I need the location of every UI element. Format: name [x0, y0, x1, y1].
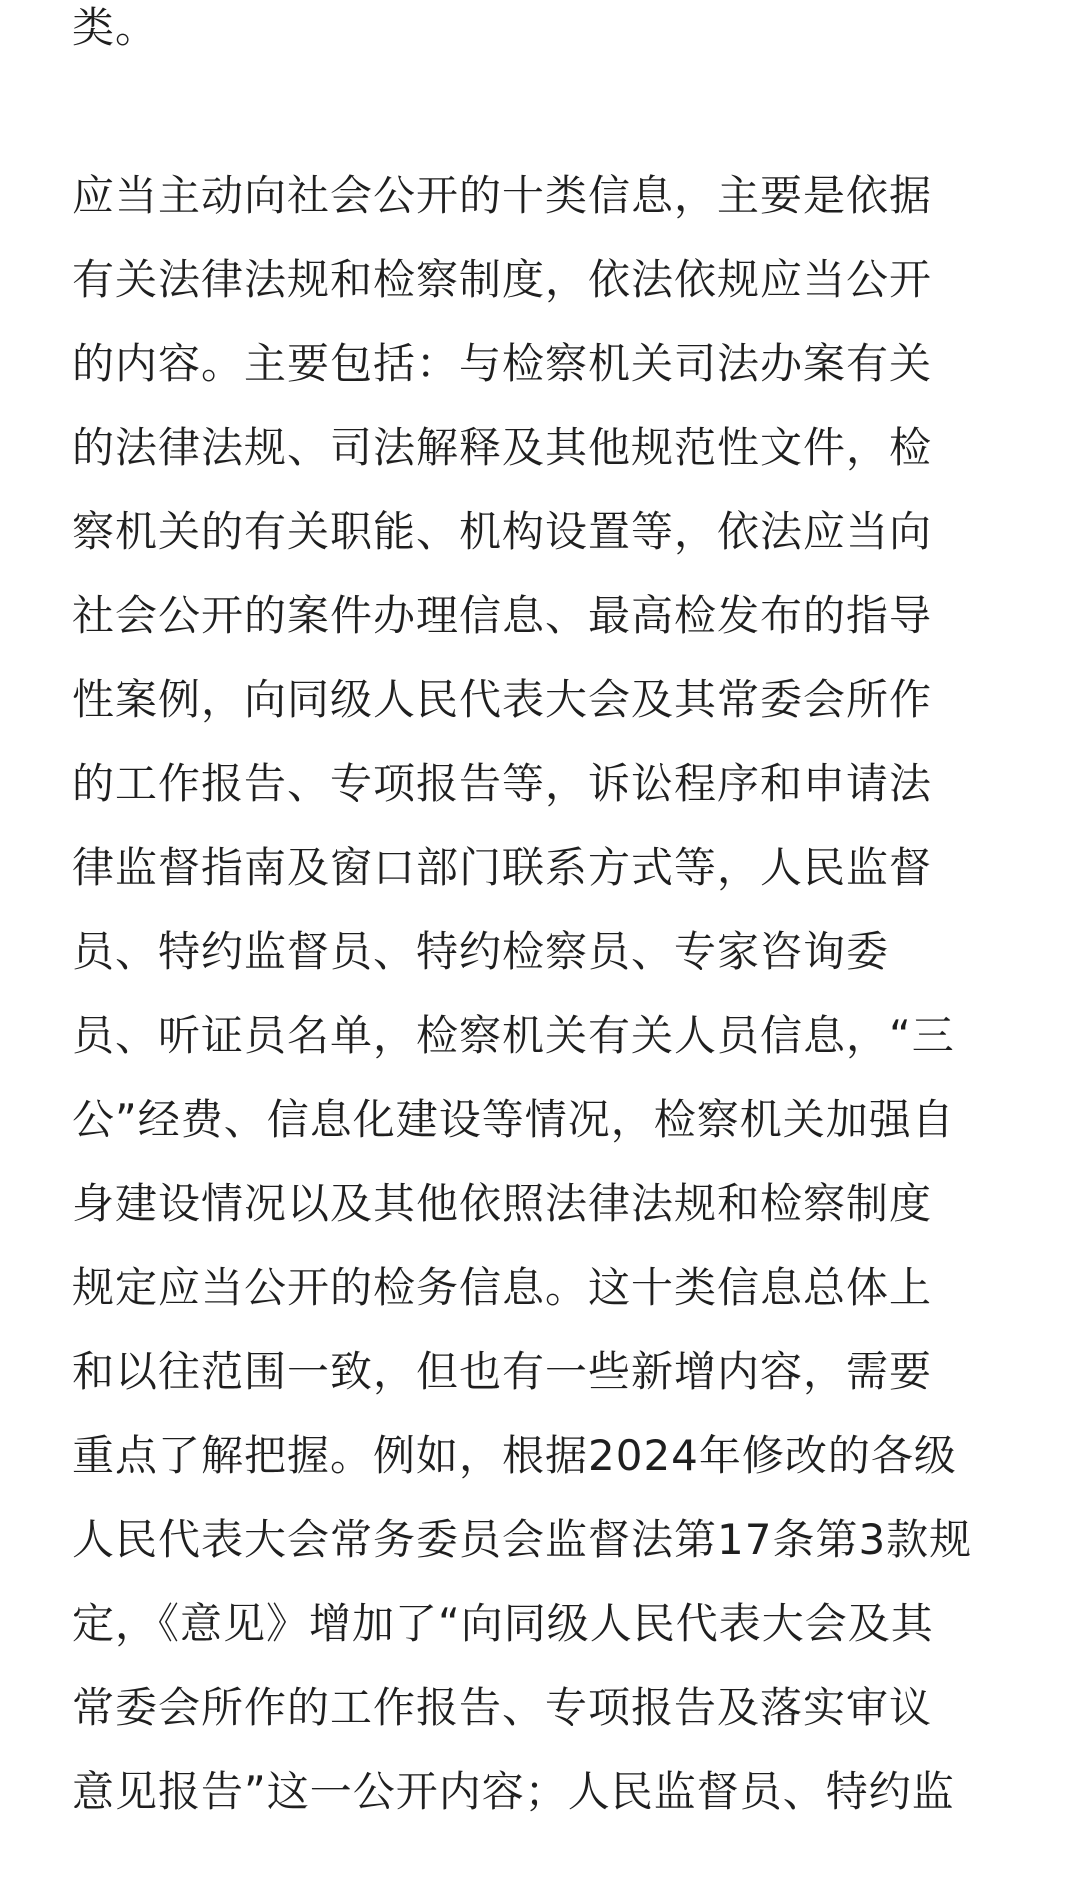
text-line: 有关法律法规和检察制度，依法依规应当公开	[72, 255, 933, 304]
text-line: 察机关的有关职能、机构设置等，依法应当向	[72, 507, 933, 556]
text-line: 定，《意见》增加了“向同级人民代表大会及其	[72, 1599, 934, 1648]
text-line: 的工作报告、专项报告等，诉讼程序和申请法	[72, 759, 933, 808]
text-line: 公”经费、信息化建设等情况，检察机关加强自	[72, 1095, 955, 1144]
paragraph-ten-categories	[72, 154, 1012, 1834]
text-line: 常委会所作的工作报告、专项报告及落实审议	[72, 1683, 933, 1732]
text-line: 身建设情况以及其他依照法律法规和检察制度	[72, 1179, 933, 1228]
text-line: 的法律法规、司法解释及其他规范性文件，检	[72, 423, 933, 472]
paragraph-end: 类。	[72, 3, 159, 52]
text-line: 应当主动向社会公开的十类信息，主要是依据	[72, 171, 933, 220]
paragraph-spacing	[72, 70, 1012, 154]
text-line: 的内容。主要包括：与检察机关司法办案有关	[72, 339, 933, 388]
text-line: 重点了解把握。例如，根据2024年修改的各级	[72, 1431, 957, 1480]
text-line: 规定应当公开的检务信息。这十类信息总体上	[72, 1263, 933, 1312]
text-line: 意见报告”这一公开内容；人民监督员、特约监	[72, 1767, 955, 1816]
text-line: 员、听证员名单，检察机关有关人员信息，“三	[72, 1011, 955, 1060]
article-body	[72, 0, 1012, 1834]
text-line: 和以往范围一致，但也有一些新增内容，需要	[72, 1347, 933, 1396]
text-line: 性案例，向同级人民代表大会及其常委会所作	[72, 675, 933, 724]
text-line: 员、特约监督员、特约检察员、专家咨询委	[72, 927, 890, 976]
text-line: 律监督指南及窗口部门联系方式等，人民监督	[72, 843, 933, 892]
text-line: 人民代表大会常务委员会监督法第17条第3款规	[72, 1515, 973, 1564]
text-line: 社会公开的案件办理信息、最高检发布的指导	[72, 591, 933, 640]
